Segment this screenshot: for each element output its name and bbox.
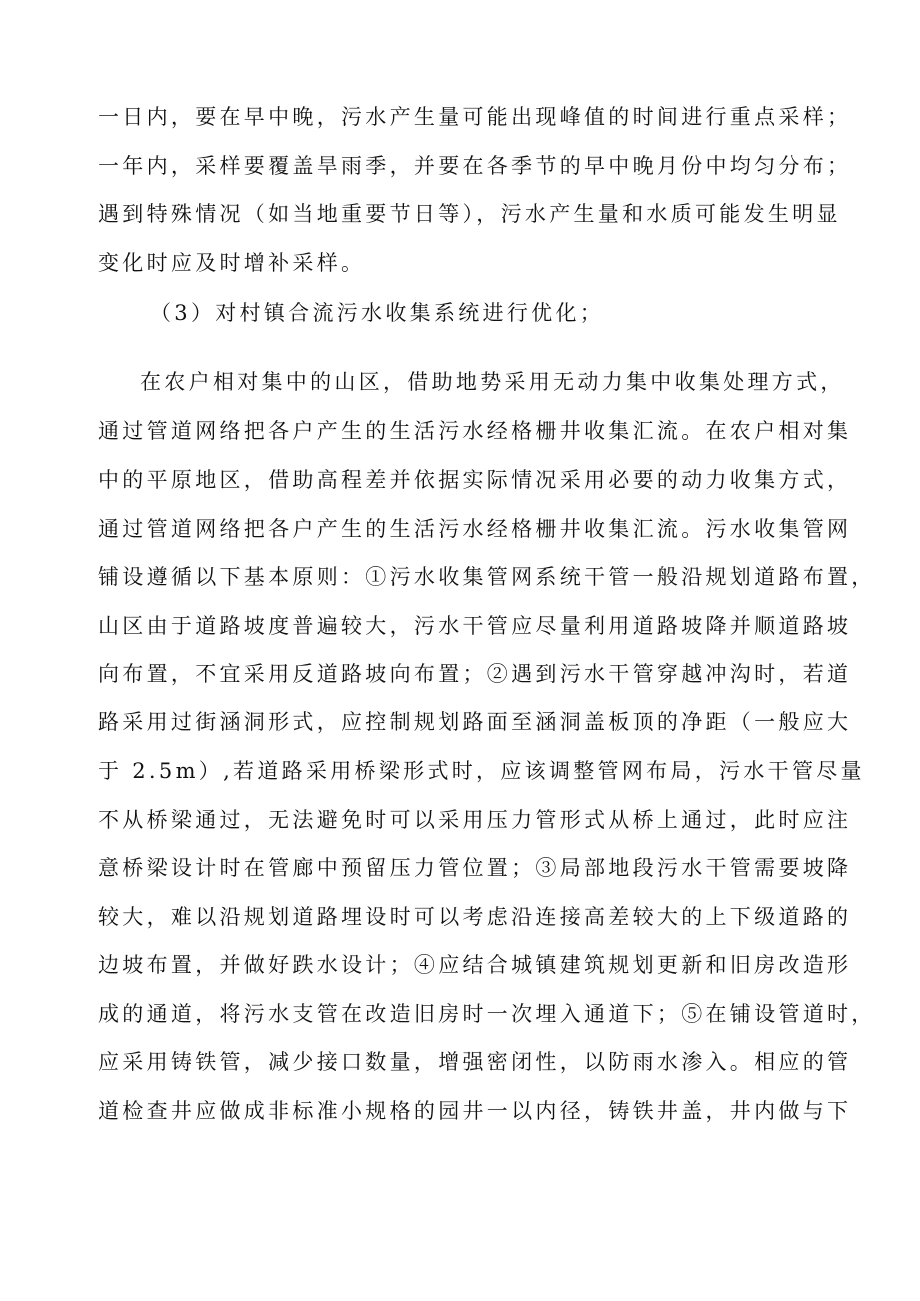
text-line: 较大，难以沿规划道路埋设时可以考虑沿连接高差较大的上下级道路的	[98, 905, 852, 929]
text-line: 边坡布置，并做好跌水设计；④应结合城镇建筑规划更新和旧房改造形	[98, 953, 852, 977]
text-line: 一年内，采样要覆盖旱雨季，并要在各季节的早中晚月份中均匀分布；	[98, 154, 852, 178]
text-line: 山区由于道路坡度普遍较大，污水干管应尽量利用道路坡降并顺道路坡	[98, 614, 852, 638]
text-line: 中的平原地区，借助高程差并依据实际情况采用必要的动力收集方式，	[98, 468, 852, 492]
text-line: 通过管道网络把各户产生的生活污水经格栅井收集汇流。污水收集管网	[98, 517, 852, 541]
text-line: 道检查井应做成非标准小规格的园井一以内径，铸铁井盖，井内做与下	[98, 1099, 852, 1123]
text-line: 通过管道网络把各户产生的生活污水经格栅井收集汇流。在农户相对集	[98, 419, 852, 443]
text-line: 变化时应及时增补采样。	[98, 251, 366, 275]
text-line: 路采用过街涵洞形式，应控制规划路面至涵洞盖板顶的净距（一般应大	[98, 710, 852, 734]
text-line: 向布置，不宜采用反道路坡向布置；②遇到污水干管穿越冲沟时，若道	[98, 662, 852, 686]
text-line: 一日内，要在早中晚，污水产生量可能出现峰值的时间进行重点采样；	[98, 105, 852, 129]
text-line: 成的通道，将污水支管在改造旧房时一次埋入通道下；⑤在铺设管道时，	[98, 1002, 876, 1026]
text-line: 应采用铸铁管，减少接口数量，增强密闭性，以防雨水渗入。相应的管	[98, 1050, 852, 1074]
text-line: 于 2.5m）,若道路采用桥梁形式时，应该调整管网布局，污水干管尽量	[98, 759, 865, 783]
text-line: 在农户相对集中的山区，借助地势采用无动力集中收集处理方式，	[140, 370, 845, 394]
text-line: 铺设遵循以下基本原则：①污水收集管网系统干管一般沿规划道路布置，	[98, 565, 876, 589]
section-heading: （3）对村镇合流污水收集系统进行优化；	[150, 301, 605, 325]
text-line: 意桥梁设计时在管廊中预留压力管位置；③局部地段污水干管需要坡降	[98, 856, 852, 880]
text-line: 遇到特殊情况（如当地重要节日等），污水产生量和水质可能发生明显	[98, 202, 841, 226]
text-line: 不从桥梁通过，无法避免时可以采用压力管形式从桥上通过，此时应注	[98, 808, 852, 832]
